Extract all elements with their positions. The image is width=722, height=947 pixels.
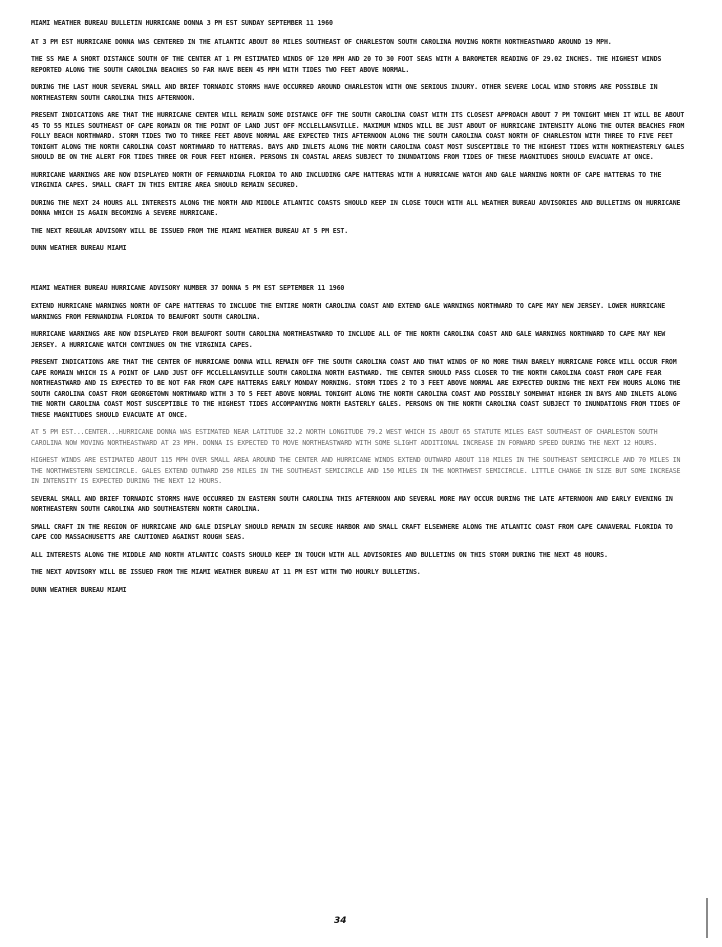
page-number: 34 xyxy=(334,916,347,926)
advisory-paragraph: AT 5 PM EST...CENTER...HURRICANE DONNA WAS ESTIMATED NEAR LATITUDE 32.2 NORTH LONGITUDE 79.2 WEST WHICH IS ABOUT 65 STATUTE MILES EAST SOUTHEAST OF CHARLESTON SOUTH CAROLINA NOW MOVING NORTHEASTWARD AT 23 MPH. DONNA IS EXPECTED TO MOVE NORTHEASTWARD WITH SOME SLIGHT ADDITIONAL INCREASE IN FORWARD SPEED DURING THE NEXT 12 HOURS. xyxy=(31,428,658,447)
bulletin-paragraph: PRESENT INDICATIONS ARE THAT THE HURRICANE CENTER WILL REMAIN SOME DISTANCE OFF THE SOUTH CAROLINA COAST WITH ITS CLOSEST APPROACH ABOUT 7 PM TONIGHT WHEN IT WILL BE ABOUT 45 TO 55 MILES SOUTHEAST OF CAPE ROMAIN OR THE POINT OF LAND JUST OFF MCCLELLANSVILLE. MAXIMUM WINDS WILL BE JUST ABOUT OF HURRICANE INTENSITY ALONG THE OUTER BEACHES FROM FOLLY BEACH NORTHWARD. STORM TIDES TWO TO THREE FEET ABOVE NORMAL ARE EXPECTED THIS AFTERNOON ALONG THE SOUTH CAROLINA COAST NORTH OF CHARLESTON WITH THREE TO FIVE FEET TONIGHT ALONG THE NORTH CAROLINA COAST NORTHWARD TO HATTERAS. BAYS AND INLETS ALONG THE NORTH CAROLINA COAST MOST SUSCEPTIBLE TO THE HIGHEST TIDES WITH NORTHEASTERLY GALES SHOULD BE ON THE ALERT FOR TIDES THREE OR FOUR FEET HIGHER. PERSONS IN COASTAL AREAS SUBJECT TO INUNDATIONS FROM TIDES OF THESE MAGNITUDES SHOULD EVACUATE AT ONCE. xyxy=(31,111,685,161)
advisory-paragraph: PRESENT INDICATIONS ARE THAT THE CENTER OF HURRICANE DONNA WILL REMAIN OFF THE SOUTH CAROLINA COAST AND THAT WINDS OF NO MORE THAN BARELY HURRICANE FORCE WILL OCCUR FROM CAPE ROMAIN WHICH IS A POINT OF LAND JUST OFF MCCLELLANSVILLE SOUTH CAROLINA NORTH EASTWARD. THE CENTER SHOULD PASS CLOSER TO THE NORTH CAROLINA COAST FROM CAPE FEAR NORTHEASTWARD AND IS EXPECTED TO BE NOT FAR FROM CAPE HATTERAS EARLY MONDAY MORNING. STORM TIDES 2 TO 3 FEET ABOVE NORMAL ARE EXPECTED DURING THE NEXT FEW HOURS ALONG THE SOUTH CAROLINA COAST FROM GEORGETOWN NORTHWARD WITH 3 TO 5 FEET ABOVE NORMAL TONIGHT ALONG THE NORTH CAROLINA COAST AND POSSIBLY SOMEWHAT HIGHER IN BAYS AND INLETS ALONG THE NORTH CAROLINA COAST MOST SUSCEPTIBLE TO THE HIGHEST TIDES ACCOMPANYING NORTH EASTERLY GALES. PERSONS ON THE NORTH CAROLINA COAST SUBJECT TO INUNDATIONS FROM TIDES OF THESE MAGNITUDES SHOULD EVACUATE AT ONCE. xyxy=(31,358,681,419)
scan-edge-mark xyxy=(706,898,708,938)
bulletin-paragraph: AT 3 PM EST HURRICANE DONNA WAS CENTERED IN THE ATLANTIC ABOUT 80 MILES SOUTHEAST OF CHARLESTON SOUTH CAROLINA MOVING NORTH NORTHEASTWARD AROUND 19 MPH. xyxy=(31,37,612,46)
section-gap xyxy=(31,261,691,283)
bulletin-paragraph: THE SS MAE A SHORT DISTANCE SOUTH OF THE CENTER AT 1 PM ESTIMATED WINDS OF 120 MPH AND 20 TO 30 FOOT SEAS WITH A BAROMETER READING OF 29.02 INCHES. THE HIGHEST WINDS REPORTED ALONG THE SOUTH CAROLINA BEACHES SO FAR HAVE BEEN 45 MPH WITH TIDES TWO FEET ABOVE NORMAL. xyxy=(31,55,662,74)
advisory-paragraph: HURRICANE WARNINGS ARE NOW DISPLAYED FROM BEAUFORT SOUTH CAROLINA NORTHEASTWARD TO INCLUDE ALL OF THE NORTH CAROLINA COAST AND GALE WARNINGS NORTHWARD TO CAPE MAY NEW JERSEY. A HURRICANE WATCH CONTINUES ON THE VIRGINIA CAPES. xyxy=(31,330,666,349)
bulletin-paragraph: DURING THE LAST HOUR SEVERAL SMALL AND BRIEF TORNADIC STORMS HAVE OCCURRED AROUND CHARLESTON WITH ONE SERIOUS INJURY. OTHER SEVERE LOCAL WIND STORMS ARE POSSIBLE IN NORTHEASTERN SOUTH CAROLINA THIS AFTERNOON. xyxy=(31,83,658,102)
bulletin-paragraph: THE NEXT REGULAR ADVISORY WILL BE ISSUED FROM THE MIAMI WEATHER BUREAU AT 5 PM EST. xyxy=(31,226,349,235)
bulletin-paragraph: DURING THE NEXT 24 HOURS ALL INTERESTS ALONG THE NORTH AND MIDDLE ATLANTIC COASTS SHOULD KEEP IN CLOSE TOUCH WITH ALL WEATHER BUREAU ADVISORIES AND BULLETINS ON HURRICANE DONNA WHICH IS AGAIN BECOMING A SEVERE HURRICANE. xyxy=(31,198,681,217)
document-page xyxy=(31,18,691,602)
advisory-paragraph: SMALL CRAFT IN THE REGION OF HURRICANE AND GALE DISPLAY SHOULD REMAIN IN SECURE HARBOR AND SMALL CRAFT ELSEWHERE ALONG THE ATLANTIC COAST FROM CAPE CANAVERAL FLORIDA TO CAPE COD MASSACHUSETTS ARE CAUTIONED AGAINST ROUGH SEAS. xyxy=(31,522,673,541)
bulletin-title: MIAMI WEATHER BUREAU BULLETIN HURRICANE DONNA 3 PM EST SUNDAY SEPTEMBER 11 1960 xyxy=(31,19,333,27)
bulletin-paragraph: HURRICANE WARNINGS ARE NOW DISPLAYED NORTH OF FERNANDINA FLORIDA TO AND INCLUDING CAPE HATTERAS WITH A HURRICANE WATCH AND GALE WARNING NORTH OF CAPE HATTERAS TO THE VIRGINIA CAPES. SMALL CRAFT IN THIS ENTIRE AREA SHOULD REMAIN SECURED. xyxy=(31,170,662,189)
advisory-paragraph: HIGHEST WINDS ARE ESTIMATED ABOUT 115 MPH OVER SMALL AREA AROUND THE CENTER AND HURRICANE WINDS EXTEND OUTWARD ABOUT 110 MILES IN THE SOUTHEAST SEMICIRCLE AND 70 MILES IN THE NORTHWESTERN SEMICIRCLE. GALES EXTEND OUTWARD 250 MILES IN THE SOUTHEAST SEMICIRCLE AND 150 MILES IN THE NORTHWEST SEMICIRCLE. LITTLE CHANGE IN SIZE BUT SOME INCREASE IN INTENSITY IS EXPECTED DURING THE NEXT 12 HOURS. xyxy=(31,456,681,485)
bulletin-signature: DUNN WEATHER BUREAU MIAMI xyxy=(31,244,127,252)
advisory-paragraph: SEVERAL SMALL AND BRIEF TORNADIC STORMS HAVE OCCURRED IN EASTERN SOUTH CAROLINA THIS AFTERNOON AND SEVERAL MORE MAY OCCUR DURING THE LATE AFTERNOON AND EARLY EVENING IN NORTHEASTERN SOUTH CAROLINA AND SOUTHEASTERN NORTH CAROLINA. xyxy=(31,494,673,513)
advisory-paragraph: ALL INTERESTS ALONG THE MIDDLE AND NORTH ATLANTIC COASTS SHOULD KEEP IN TOUCH WITH ALL ADVISORIES AND BULLETINS ON THIS STORM DURING THE NEXT 48 HOURS. xyxy=(31,550,608,559)
advisory-signature: DUNN WEATHER BUREAU MIAMI xyxy=(31,585,127,594)
advisory-paragraph: EXTEND HURRICANE WARNINGS NORTH OF CAPE HATTERAS TO INCLUDE THE ENTIRE NORTH CAROLINA COAST AND EXTEND GALE WARNINGS NORTHWARD TO CAPE MAY NEW JERSEY. LOWER HURRICANE WARNINGS FROM FERNANDINA FLORIDA TO BEAUFORT SOUTH CAROLINA. xyxy=(31,302,666,321)
advisory-title: MIAMI WEATHER BUREAU HURRICANE ADVISORY NUMBER 37 DONNA 5 PM EST SEPTEMBER 11 1960 xyxy=(31,283,345,292)
advisory-paragraph: THE NEXT ADVISORY WILL BE ISSUED FROM THE MIAMI WEATHER BUREAU AT 11 PM EST WITH TWO HOURLY BULLETINS. xyxy=(31,568,421,576)
